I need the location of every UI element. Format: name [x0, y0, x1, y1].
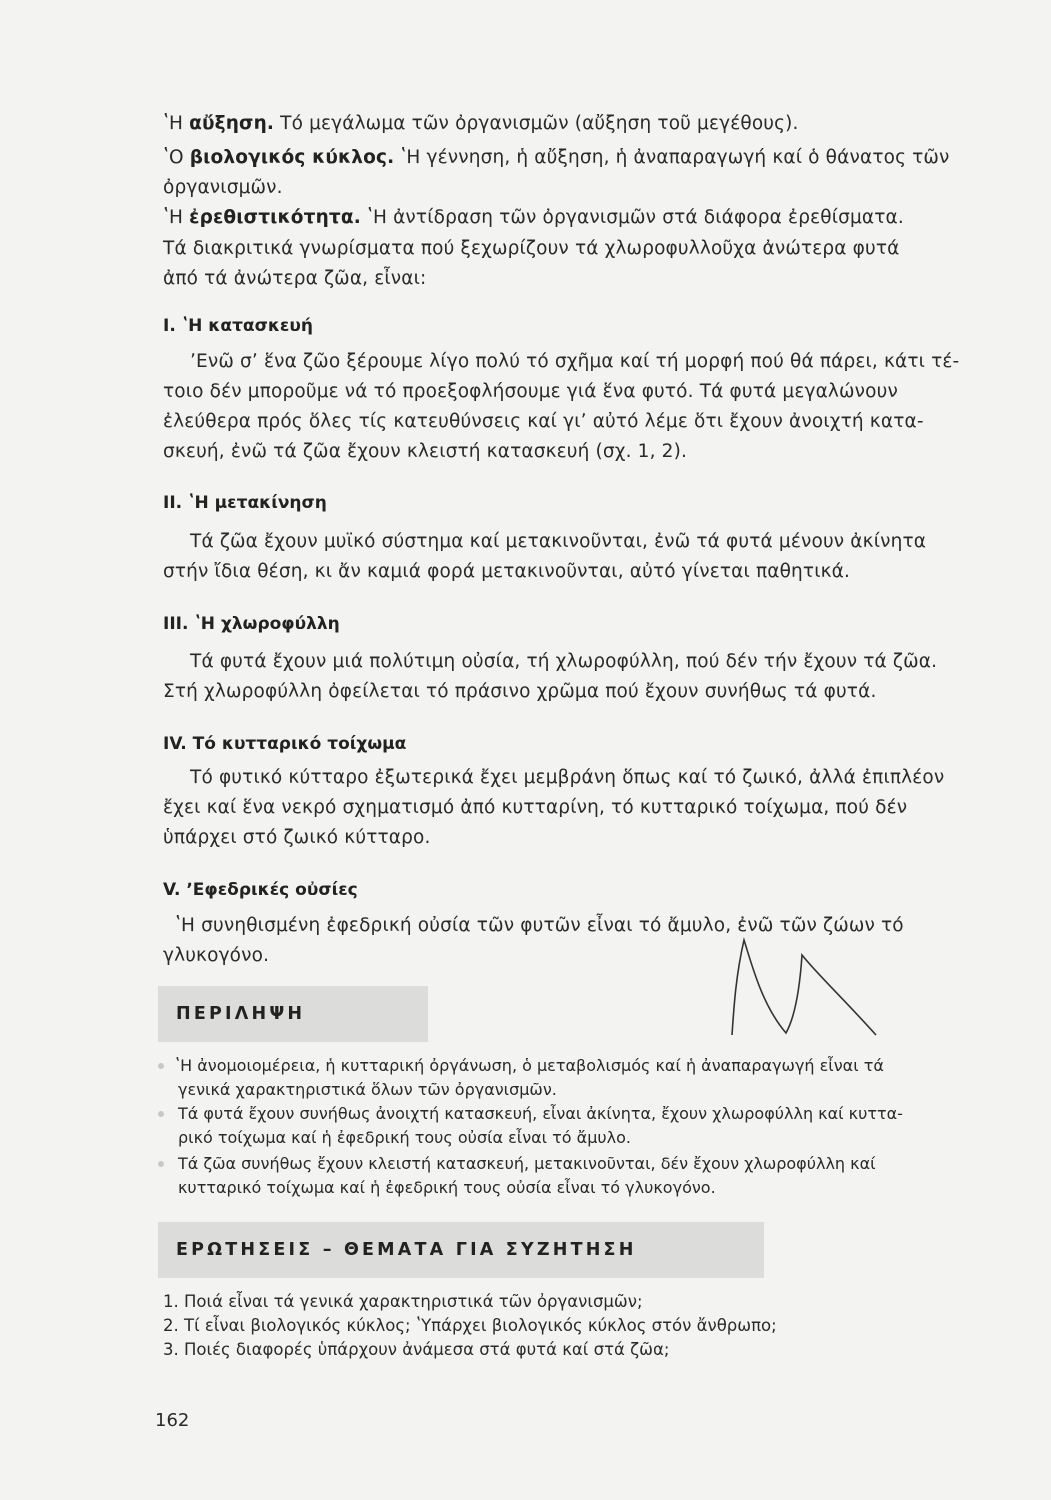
section-4-line-1: Τό φυτικό κύτταρο ἐξωτερικά ἔχει μεμβράνη ὅπως καί τό ζωικό, ἀλλά ἐπιπλέον [190, 767, 945, 788]
section-3-line-2: Στή χλωροφύλλη ὀφείλεται τό πράσινο χρῶμα πού ἔχουν συνήθως τά φυτά. [163, 681, 877, 702]
question-1: 1. Ποιά εἶναι τά γενικά χαρακτηριστικά τῶν ὀργανισμῶν; [163, 1292, 643, 1311]
summary-bullet-3-line-2: κυτταρικό τοίχωμα καί ἡ ἐφεδρική τους οὐσία εἶναι τό γλυκογόνο. [178, 1178, 716, 1197]
term-growth: αὔξηση. [189, 113, 275, 134]
term-biological-cycle: βιολογικός κύκλος. [189, 147, 395, 168]
intro-line-1: ʽΗ αὔξηση. Τό μεγάλωμα τῶν ὀργανισμῶν (αὔξηση τοῦ μεγέθους). [163, 113, 799, 134]
section-heading-structure: I. ʽΗ κατασκευή [163, 316, 313, 336]
section-5-line-2: γλυκογόνο. [163, 945, 270, 966]
section-2-line-2: στήν ἴδια θέση, κι ἄν καμιά φορά μετακινοῦνται, αὐτό γίνεται παθητικά. [163, 561, 851, 582]
section-1-line-1: ʼΕνῶ σʼ ἕνα ζῶο ξέρουμε λίγο πολύ τό σχῆμα καί τή μορφή πού θά πάρει, κάτι τέ- [190, 351, 960, 372]
section-heading-reserve-substances: V. ʼΕφεδρικές οὐσίες [163, 880, 358, 900]
section-2-line-1: Τά ζῶα ἔχουν μυϊκό σύστημα καί μετακινοῦνται, ἐνῶ τά φυτά μένουν ἀκίνητα [190, 531, 927, 552]
questions-title: ΕΡΩΤΗΣΕΙΣ – ΘΕΜΑΤΑ ΓΙΑ ΣΥΖΗΤΗΣΗ [176, 1240, 637, 1260]
intro-line-2: ʽΟ βιολογικός κύκλος. ʽΗ γέννηση, ἡ αὔξηση, ἡ ἀναπαραγωγή καί ὁ θάνατος τῶν [163, 147, 950, 168]
summary-bullet-2-line-1: Τά φυτά ἔχουν συνήθως ἀνοιχτή κατασκευή, εἶναι ἀκίνητα, ἔχουν χλωροφύλλη καί κυττα- [178, 1104, 903, 1123]
section-1-line-3: ἐλεύθερα πρός ὅλες τίς κατευθύνσεις καί γιʼ αὐτό λέμε ὅτι ἔχουν ἀνοιχτή κατα- [163, 411, 924, 432]
pen-mark-scribble [700, 935, 900, 1045]
bullet-dot [158, 1161, 164, 1167]
section-1-line-2: τοιο δέν μποροῦμε νά τό προεξοφλήσουμε γιά ἕνα φυτό. Τά φυτά μεγαλώνουν [163, 381, 898, 402]
intro-line-3: ὀργανισμῶν. [163, 177, 283, 198]
questions-band [158, 1222, 764, 1278]
section-1-line-4: σκευή, ἐνῶ τά ζῶα ἔχουν κλειστή κατασκευή (σχ. 1, 2). [163, 441, 687, 462]
section-heading-chlorophyll: III. ʽΗ χλωροφύλλη [163, 614, 340, 634]
section-5-line-1: ʽΗ συνηθισμένη ἐφεδρική οὐσία τῶν φυτῶν εἶναι τό ἄμυλο, ἐνῶ τῶν ζώων τό [175, 915, 904, 936]
bullet-dot [158, 1111, 164, 1117]
summary-bullet-1-line-1: ʽΗ ἀνομοιομέρεια, ἡ κυτταρική ὀργάνωση, ὁ μεταβολισμός καί ἡ ἀναπαραγωγή εἶναι τά [175, 1056, 884, 1075]
section-4-line-2: ἔχει καί ἕνα νεκρό σχηματισμό ἀπό κυτταρίνη, τό κυτταρικό τοίχωμα, πού δέν [163, 797, 908, 818]
section-heading-movement: II. ʽΗ μετακίνηση [163, 493, 327, 513]
page-number: 162 [155, 1410, 190, 1431]
intro-line-6: ἀπό τά ἀνώτερα ζῶα, εἶναι: [163, 268, 427, 289]
section-3-line-1: Τά φυτά ἔχουν μιά πολύτιμη οὐσία, τή χλωροφύλλη, πού δέν τήν ἔχουν τά ζῶα. [190, 651, 938, 672]
question-3: 3. Ποιές διαφορές ὑπάρχουν ἀνάμεσα στά φυτά καί στά ζῶα; [163, 1340, 670, 1359]
summary-bullet-2-line-2: ρικό τοίχωμα καί ἡ ἐφεδρική τους οὐσία εἶναι τό ἄμυλο. [178, 1128, 632, 1147]
section-heading-cell-wall: IV. Τό κυτταρικό τοίχωμα [163, 734, 407, 754]
intro-line-4: ʽΗ ἐρεθιστικότητα. ʽΗ ἀντίδραση τῶν ὀργανισμῶν στά διάφορα ἐρεθίσματα. [163, 207, 904, 228]
bullet-dot [158, 1063, 164, 1069]
summary-title: ΠΕΡΙΛΗΨΗ [176, 1004, 306, 1024]
summary-band [158, 986, 428, 1042]
question-2: 2. Τί εἶναι βιολογικός κύκλος; ʽΥπάρχει βιολογικός κύκλος στόν ἄνθρωπο; [163, 1316, 777, 1335]
intro-line-5: Τά διακριτικά γνωρίσματα πού ξεχωρίζουν τά χλωροφυλλοῦχα ἀνώτερα φυτά [163, 238, 900, 259]
summary-bullet-1-line-2: γενικά χαρακτηριστικά ὅλων τῶν ὀργανισμῶν. [178, 1080, 557, 1099]
summary-bullet-3-line-1: Τά ζῶα συνήθως ἔχουν κλειστή κατασκευή, μετακινοῦνται, δέν ἔχουν χλωροφύλλη καί [178, 1154, 876, 1173]
section-4-line-3: ὑπάρχει στό ζωικό κύτταρο. [163, 827, 431, 848]
